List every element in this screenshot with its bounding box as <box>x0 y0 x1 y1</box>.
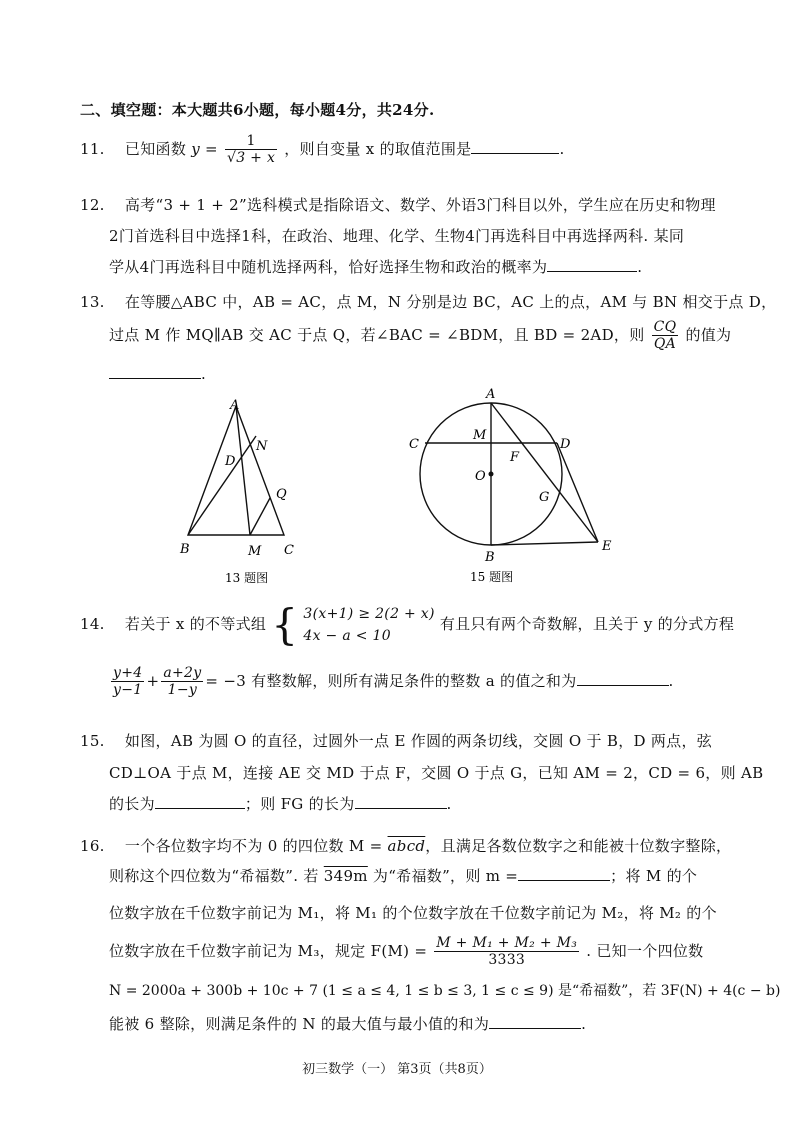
fraction-denominator: √3 + x <box>227 150 276 166</box>
period: . <box>446 795 452 813</box>
q16-text-4a: 位数字放在千位数字前记为 M₃，规定 F(M) = <box>109 942 428 960</box>
q16-text-6: 能被 6 整除，则满足条件的 N 的最大值与最小值的和为 <box>109 1015 490 1033</box>
q15-text-1: 如图，AB 为圆 O 的直径，过圆外一点 E 作圆的两条切线，交圆 O 于 B，D 两点，弦 <box>124 732 713 750</box>
question-14-line2 <box>109 665 674 699</box>
q14-text-1: 若关于 x 的不等式组 <box>124 615 267 633</box>
q11-post: ，则自变量 x 的取值范围是 <box>284 140 472 158</box>
figure-15 <box>400 385 625 590</box>
triangle-abc <box>188 406 284 535</box>
q16-text-1b: ，且满足各数位数字之和能被十位数字整除， <box>425 837 732 855</box>
q11-fraction <box>225 133 277 167</box>
fraction-numerator: a+2y <box>163 665 202 681</box>
answer-blank[interactable] <box>577 671 669 686</box>
q15-text-3a: 的长为 <box>109 795 155 813</box>
segment-mq <box>250 498 270 535</box>
label-c: C <box>284 543 294 558</box>
answer-blank[interactable] <box>109 364 201 379</box>
answer-blank-m[interactable] <box>518 866 610 881</box>
question-15-line3 <box>109 794 452 814</box>
question-number: 14. <box>80 615 105 633</box>
section-header: 二、填空题：本大题共6小题，每小题4分，共24分. <box>80 101 435 119</box>
label-d: D <box>225 454 236 469</box>
period: . <box>668 672 674 690</box>
label-f: F <box>510 450 520 465</box>
fraction-2 <box>161 665 203 699</box>
q14-text-2: 有整数解，则所有满足条件的整数 a 的值之和为 <box>251 672 577 690</box>
q11-func: y = <box>191 140 218 158</box>
figure-13 <box>170 390 320 590</box>
q16-text-1a: 一个各位数字均不为 0 的四位数 M = <box>124 837 383 855</box>
question-13-line2 <box>109 319 731 353</box>
fraction-numerator: y+4 <box>113 665 143 681</box>
segment-bn <box>188 436 256 535</box>
question-15-line1 <box>80 731 712 751</box>
label-m: M <box>248 544 262 559</box>
label-g: G <box>539 490 550 505</box>
overlined-349m: 349m <box>323 867 368 885</box>
inequality-system <box>303 603 434 647</box>
fraction-denominator: 3333 <box>488 952 526 968</box>
q13-text-2: 过点 M 作 MQ∥AB 交 AC 于点 Q，若∠BAC = ∠BDM，且 BD = 2AD，则 <box>109 326 645 344</box>
tangent-de <box>557 443 598 542</box>
fraction-numerator: 1 <box>225 133 277 150</box>
label-c: C <box>409 437 419 452</box>
question-12-line1 <box>80 195 716 215</box>
question-16-line6 <box>109 1014 586 1034</box>
fraction-1 <box>111 665 144 699</box>
overlined-abcd: abcd <box>387 837 426 855</box>
question-16-line2 <box>109 866 697 886</box>
question-12-line3 <box>109 257 642 277</box>
question-12-line2: 2门首选科目中选择1科，在政治、地理、化学、生物4门再选科目中再选择两科. 某同 <box>109 227 685 245</box>
label-b: B <box>180 542 190 557</box>
answer-blank-fg[interactable] <box>355 794 447 809</box>
inequality-2: 4x − a < 10 <box>303 628 391 644</box>
question-16-line3: 位数字放在千位数字前记为 M₁，将 M₁ 的个位数字放在千位数字前记为 M₂，将 M₂ 的个 <box>109 904 717 922</box>
question-14-line1 <box>80 600 735 649</box>
period: . <box>581 1015 587 1033</box>
q13-fraction <box>652 319 679 353</box>
caption-13: 13 题图 <box>225 571 269 585</box>
question-13-line3 <box>109 364 206 384</box>
answer-blank[interactable] <box>547 257 637 272</box>
center-dot <box>489 472 494 477</box>
label-a: A <box>486 387 496 402</box>
q16-text-2b: 为“希福数”，则 m = <box>372 867 519 885</box>
question-number: 15. <box>80 732 105 750</box>
fraction-denominator: y−1 <box>113 682 143 698</box>
period: . <box>559 140 565 158</box>
question-number: 12. <box>80 196 105 214</box>
q12-text-1: 高考“3 + 1 + 2”选科模式是指除语文、数学、外语3门科目以外，学生应在历史和物理 <box>124 196 716 214</box>
page-footer: 初三数学（一） 第3页（共8页） <box>302 1062 492 1077</box>
answer-blank-n[interactable] <box>489 1014 581 1029</box>
question-16-line1 <box>80 836 731 856</box>
label-a: A <box>230 398 240 413</box>
brace: { <box>271 600 299 649</box>
q13-text-2b: 的值为 <box>685 326 732 344</box>
label-b: B <box>485 550 495 565</box>
answer-blank[interactable] <box>471 139 559 154</box>
q16-text-4b: . 已知一个四位数 <box>586 942 704 960</box>
question-16-line4 <box>109 935 704 969</box>
answer-blank-ab[interactable] <box>155 794 245 809</box>
label-d: D <box>560 437 571 452</box>
caption-15: 15 题图 <box>470 570 514 584</box>
q14-text-1b: 有且只有两个奇数解，且关于 y 的分式方程 <box>439 615 735 633</box>
inequality-1: 3(x+1) ≥ 2(2 + x) <box>303 606 435 622</box>
question-number: 11. <box>80 140 105 158</box>
question-16-line5: N = 2000a + 300b + 10c + 7 (1 ≤ a ≤ 4, 1 ≤ b ≤ 3, 1 ≤ c ≤ 9) 是“希福数”，若 3F(N) + 4(c − b) <box>109 983 781 999</box>
q13-text-1: 在等腰△ABC 中，AB = AC，点 M，N 分别是边 BC，AC 上的点，AM 与 BN 相交于点 D， <box>124 293 777 311</box>
q11-pre: 已知函数 <box>124 140 187 158</box>
q12-text-3: 学从4门再选科目中随机选择两科，恰好选择生物和政治的概率为 <box>109 258 548 276</box>
label-o: O <box>475 469 486 484</box>
label-m: M <box>473 428 487 443</box>
period: . <box>637 258 643 276</box>
q15-text-3b: ；则 FG 的长为 <box>244 795 355 813</box>
question-number: 13. <box>80 293 105 311</box>
fraction-denominator: QA <box>653 336 677 352</box>
equals-value: = −3 <box>205 672 247 690</box>
q16-text-2c: ；将 M 的个 <box>610 867 698 885</box>
label-q: Q <box>276 487 287 502</box>
fraction-numerator: M + M₁ + M₂ + M₃ <box>436 935 578 951</box>
question-11 <box>80 133 565 167</box>
question-number: 16. <box>80 837 105 855</box>
label-n: N <box>256 439 268 454</box>
plus-sign: + <box>146 672 160 690</box>
question-15-line2: CD⊥OA 于点 M，连接 AE 交 MD 于点 F，交圆 O 于点 G，已知 AM = 2，CD = 6，则 AB <box>109 764 764 782</box>
fraction-denominator: 1−y <box>167 682 198 698</box>
fm-fraction <box>434 935 579 969</box>
fraction-numerator: CQ <box>653 319 677 335</box>
q16-text-2a: 则称这个四位数为“希福数”. 若 <box>109 867 319 885</box>
period: . <box>201 365 207 383</box>
question-13-line1 <box>80 292 776 312</box>
label-e: E <box>602 539 612 554</box>
